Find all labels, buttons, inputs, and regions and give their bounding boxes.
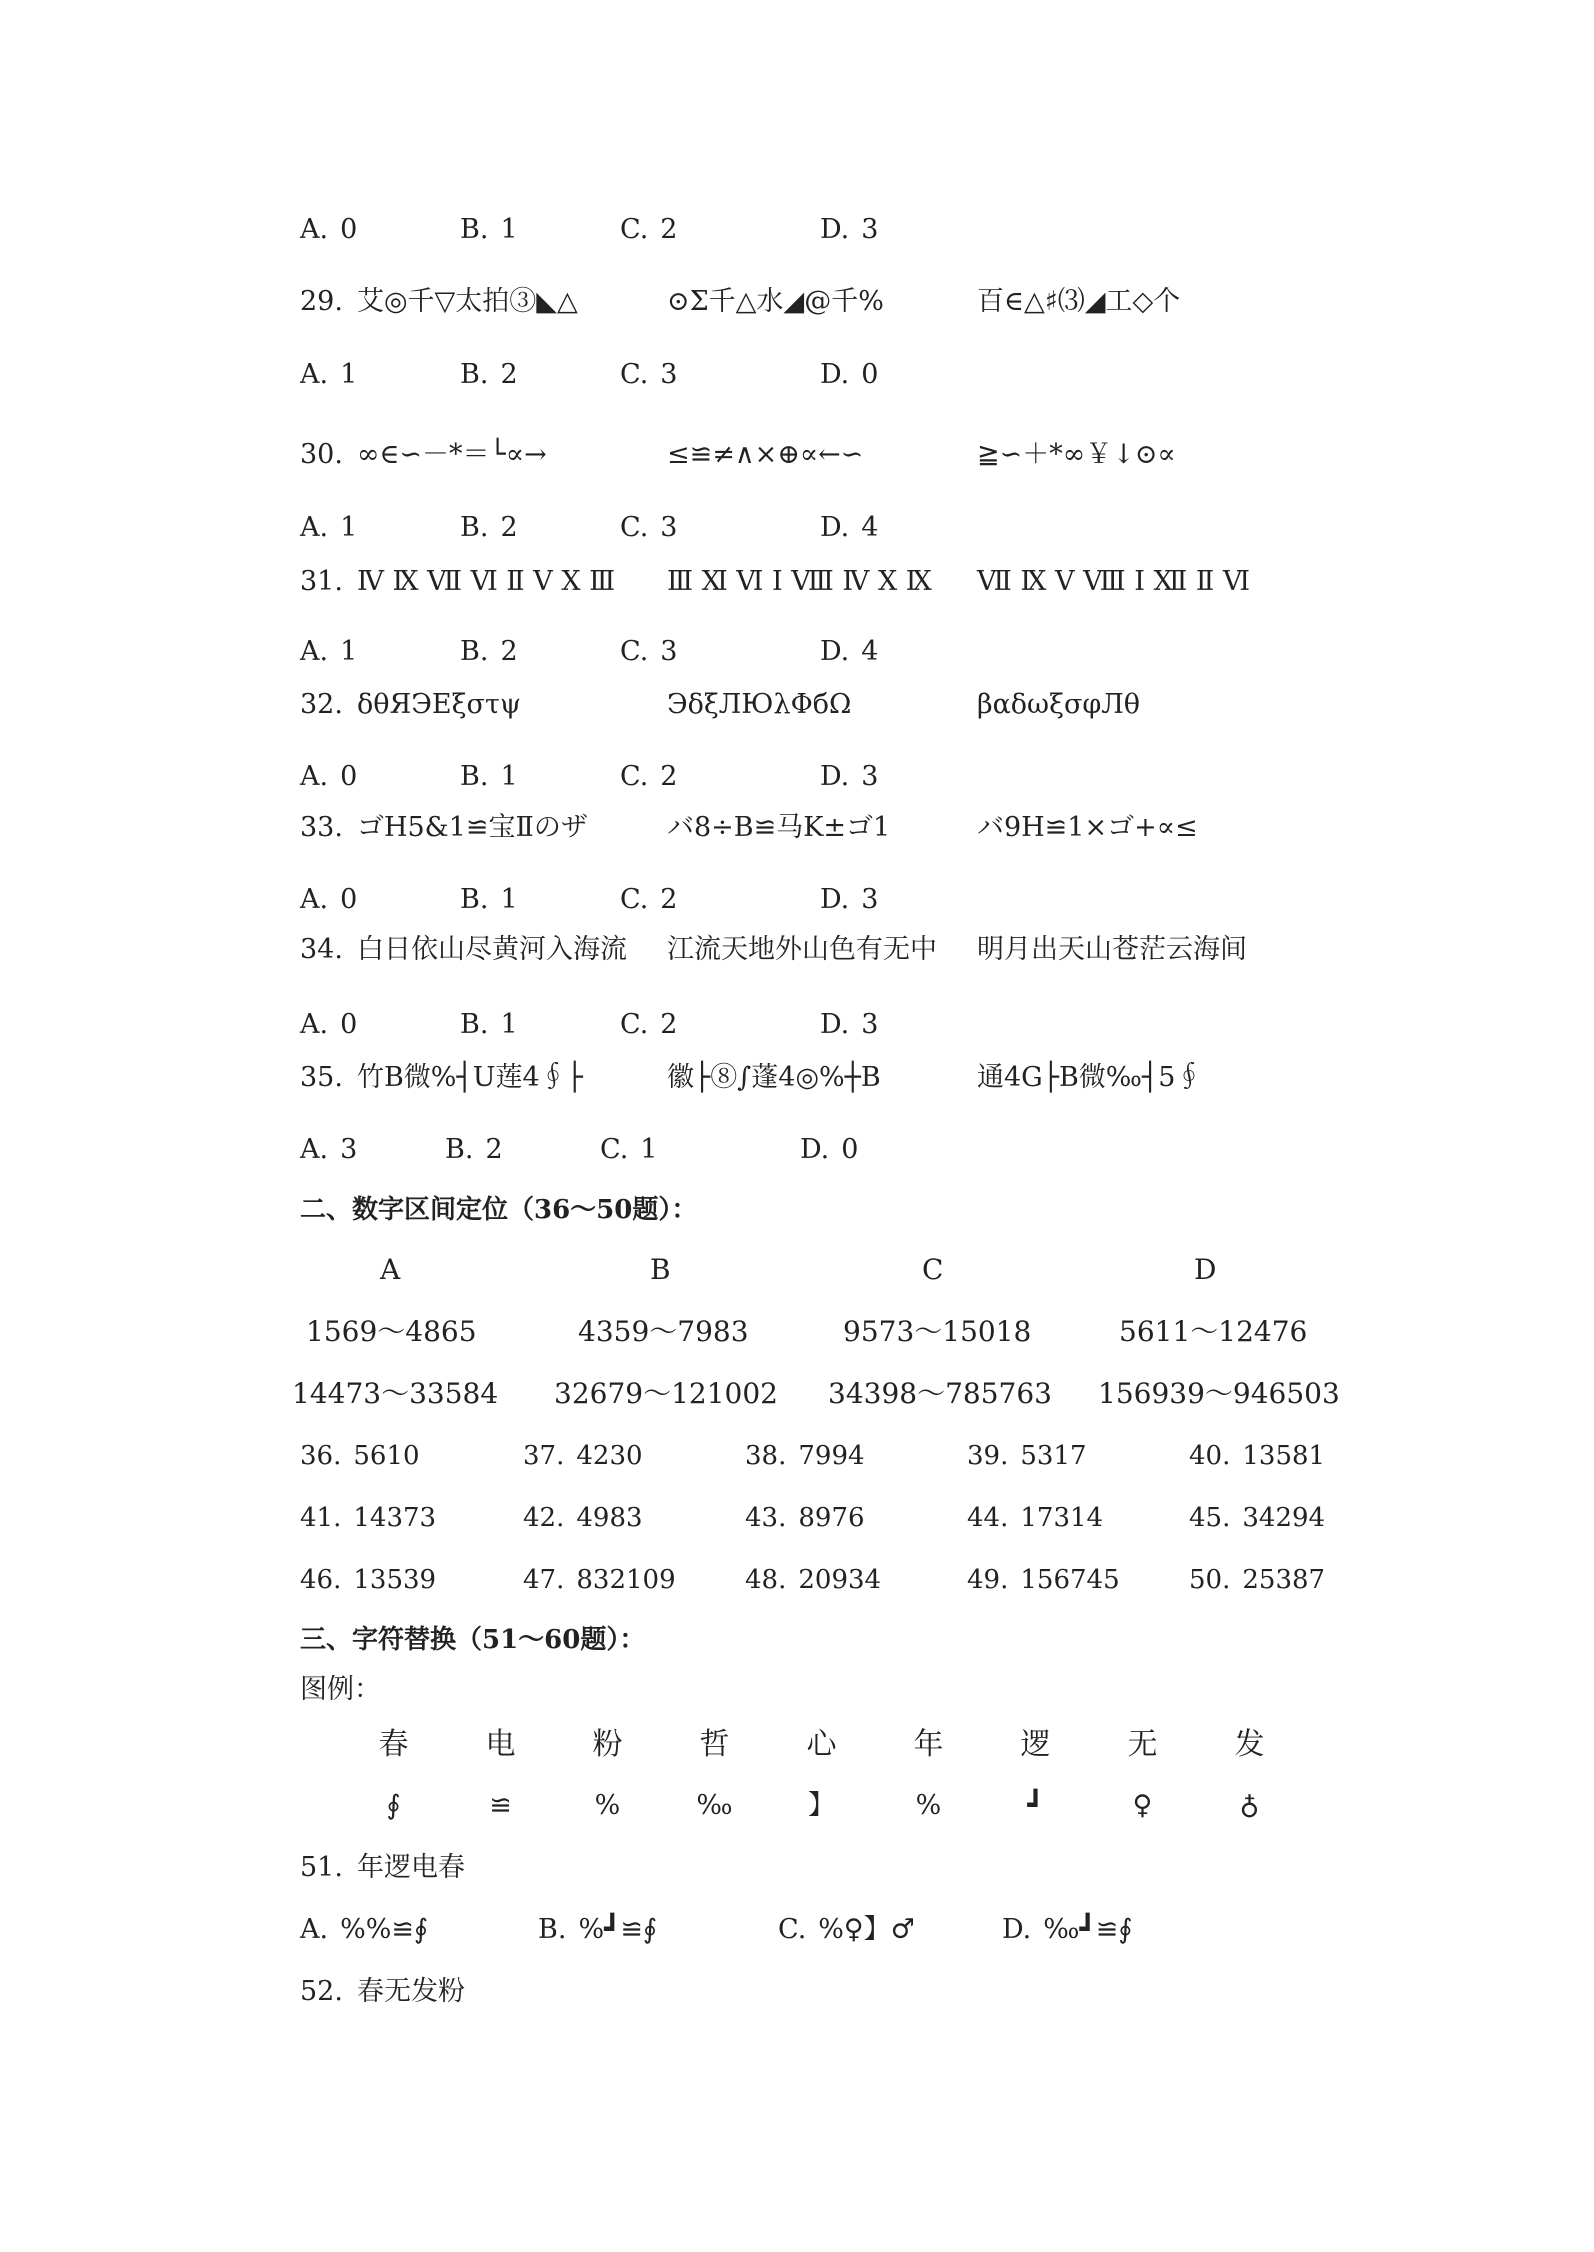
question-51: 51. 年逻电春	[300, 1852, 465, 1883]
option-letter: B.	[460, 636, 489, 667]
option-letter: D.	[820, 1009, 850, 1040]
q28-options	[300, 210, 878, 250]
question-number: 32.	[300, 689, 343, 720]
section2-heading: 二、数字区间定位（36～50题）：	[300, 1195, 698, 1225]
option-letter: C.	[620, 761, 649, 792]
option	[300, 355, 460, 395]
question-options	[300, 355, 878, 395]
sequence-group	[357, 1058, 1297, 1098]
item-number: 45.	[1189, 1503, 1231, 1533]
option: D. ‰┛≌∮	[1002, 1914, 1133, 1945]
item-number: 44.	[967, 1503, 1009, 1533]
question-number: 33.	[300, 812, 343, 843]
question-51-options	[300, 1910, 1132, 1950]
question-number: 34.	[300, 934, 343, 965]
option-letter: A.	[300, 1009, 329, 1040]
number-item-row	[300, 1498, 1325, 1538]
symbol-sequence: ЭδξЛЮλΦбΩ	[666, 689, 852, 720]
option	[620, 880, 820, 920]
option-value: 0	[340, 761, 358, 792]
option-letter: B.	[445, 1134, 474, 1165]
item-value: 5610	[353, 1441, 420, 1471]
number-item	[1189, 1436, 1325, 1476]
sequence-group	[357, 562, 1297, 602]
option	[620, 508, 820, 548]
number-item	[300, 1498, 523, 1538]
option	[460, 880, 620, 920]
item-number: 46.	[300, 1565, 342, 1595]
option-value: 0	[861, 359, 879, 390]
option-value: 3	[660, 359, 678, 390]
legend-symbol: %	[594, 1790, 621, 1821]
option: A. %%≌∮	[300, 1914, 429, 1945]
legend-symbol: ∮	[386, 1790, 401, 1821]
item-value: 14373	[353, 1503, 437, 1533]
option: D. 3	[820, 214, 879, 245]
question-35	[300, 1058, 1297, 1098]
option-value: 2	[500, 359, 518, 390]
option-letter: D.	[820, 512, 850, 543]
symbol-sequence: Ⅳ Ⅸ Ⅶ Ⅵ Ⅱ Ⅴ Ⅹ Ⅲ	[356, 566, 616, 597]
option	[820, 355, 878, 395]
option-value: 0	[841, 1134, 859, 1165]
item-number: 39.	[967, 1441, 1009, 1471]
number-item	[745, 1436, 967, 1476]
option	[620, 355, 820, 395]
item-number: 47.	[523, 1565, 565, 1595]
number-item	[523, 1436, 745, 1476]
symbol-sequence: バ9H≌1×ゴ+∝≤	[976, 812, 1198, 843]
option	[820, 757, 878, 797]
item-value: 13581	[1242, 1441, 1326, 1471]
option-letter: C.	[600, 1134, 629, 1165]
item-value: 4983	[576, 1503, 643, 1533]
item-number: 40.	[1189, 1441, 1231, 1471]
item-value: 156745	[1020, 1565, 1120, 1595]
sequence-group	[357, 435, 1297, 475]
number-item	[745, 1560, 967, 1600]
question-33	[300, 808, 1297, 848]
legend-char: 电	[485, 1727, 516, 1762]
question-52: 52. 春无发粉	[300, 1976, 465, 2007]
item-value: 832109	[576, 1565, 676, 1595]
option	[460, 1005, 620, 1045]
legend-char: 无	[1127, 1727, 1158, 1762]
range: 1569～4865	[306, 1315, 477, 1348]
option	[300, 880, 460, 920]
number-item	[1189, 1498, 1325, 1538]
question-options	[300, 757, 878, 797]
option-letter: B.	[460, 761, 489, 792]
number-item-row	[300, 1560, 1325, 1600]
question-30	[300, 435, 1297, 475]
symbol-sequence: ゴH5&1≌宝Ⅱのザ	[356, 812, 588, 843]
option: A. 0	[300, 214, 358, 245]
symbol-sequence: Ⅶ Ⅸ Ⅴ Ⅷ Ⅰ Ⅻ Ⅱ Ⅵ	[976, 566, 1250, 597]
option-value: 3	[660, 512, 678, 543]
column-b: B	[650, 1253, 671, 1286]
option-letter: D.	[800, 1134, 830, 1165]
item-number: 38.	[745, 1441, 787, 1471]
range: 156939～946503	[1098, 1377, 1340, 1410]
option	[460, 757, 620, 797]
range: 34398～785763	[828, 1377, 1052, 1410]
question-options	[300, 1005, 878, 1045]
legend-symbol: ┛	[1027, 1790, 1044, 1821]
option	[300, 508, 460, 548]
legend-symbol: 】	[808, 1790, 835, 1821]
option-letter: B.	[460, 884, 489, 915]
number-item	[300, 1560, 523, 1600]
option: C. %♀】♂	[778, 1914, 915, 1945]
symbol-sequence: ≤≌≠∧×⊕∝←∽	[666, 439, 864, 470]
number-item	[745, 1498, 967, 1538]
option-value: 1	[500, 884, 518, 915]
sequence-group	[357, 930, 1297, 970]
option	[300, 632, 460, 672]
option-letter: C.	[620, 512, 649, 543]
range-column-headers	[380, 1250, 1216, 1290]
option	[620, 1005, 820, 1045]
option: B. 1	[460, 214, 518, 245]
question-number: 35.	[300, 1062, 343, 1093]
number-item	[967, 1436, 1189, 1476]
range: 9573～15018	[843, 1315, 1032, 1348]
item-number: 41.	[300, 1503, 342, 1533]
item-value: 20934	[798, 1565, 882, 1595]
symbol-sequence: 江流天地外山色有无中	[666, 934, 937, 965]
option	[300, 757, 460, 797]
option	[820, 880, 878, 920]
option-letter: C.	[620, 359, 649, 390]
legend-label: 图例：	[300, 1674, 381, 1705]
number-item	[967, 1498, 1189, 1538]
item-value: 4230	[576, 1441, 643, 1471]
legend-symbol: ♀	[1132, 1790, 1153, 1821]
item-number: 49.	[967, 1565, 1009, 1595]
item-number: 43.	[745, 1503, 787, 1533]
number-item	[523, 1498, 745, 1538]
option-letter: C.	[620, 884, 649, 915]
question-options	[300, 1130, 858, 1170]
option-value: 2	[660, 761, 678, 792]
item-value: 7994	[798, 1441, 865, 1471]
option	[300, 1005, 460, 1045]
column-d: D	[1194, 1253, 1217, 1286]
symbol-sequence: 白日依山尽黄河入海流	[356, 934, 627, 965]
option-value: 2	[500, 636, 518, 667]
option-letter: D.	[820, 636, 850, 667]
item-number: 42.	[523, 1503, 565, 1533]
option-letter: B.	[460, 1009, 489, 1040]
option	[300, 1130, 445, 1170]
column-a: A	[380, 1253, 401, 1286]
option-value: 4	[861, 512, 879, 543]
option-value: 4	[861, 636, 879, 667]
question-29	[300, 282, 1297, 322]
symbol-sequence: ∞∈∽－*＝└∝→	[356, 439, 547, 470]
question-31	[300, 562, 1297, 602]
option-value: 2	[660, 884, 678, 915]
symbol-sequence: βαδωξσφЛθ	[976, 689, 1141, 720]
option: B. %┛≌∮	[538, 1914, 658, 1945]
legend-char: 哲	[699, 1727, 730, 1762]
option	[620, 632, 820, 672]
number-item-row	[300, 1436, 1325, 1476]
sequence-group	[357, 282, 1297, 322]
symbol-sequence: 竹B微%┤U莲4∮├	[356, 1062, 583, 1093]
item-number: 48.	[745, 1565, 787, 1595]
range: 14473～33584	[292, 1377, 499, 1410]
legend-symbols	[340, 1786, 1303, 1826]
legend-char: 年	[913, 1727, 944, 1762]
sequence-group	[357, 685, 1297, 725]
item-number: 36.	[300, 1441, 342, 1471]
section3-heading: 三、字符替换（51～60题）：	[300, 1625, 646, 1655]
option-letter: A.	[300, 884, 329, 915]
option-letter: D.	[820, 884, 850, 915]
option-value: 1	[340, 359, 358, 390]
option-letter: A.	[300, 1134, 329, 1165]
item-value: 8976	[798, 1503, 865, 1533]
legend-char: 心	[806, 1727, 837, 1762]
option	[460, 508, 620, 548]
option-value: 3	[861, 761, 879, 792]
item-number: 37.	[523, 1441, 565, 1471]
option	[445, 1130, 600, 1170]
option	[460, 632, 620, 672]
question-32	[300, 685, 1297, 725]
range: 5611～12476	[1119, 1315, 1308, 1348]
symbol-sequence: 明月出天山苍茫云海间	[976, 934, 1247, 965]
range-row-1	[306, 1312, 1307, 1352]
legend-char: 春	[378, 1727, 409, 1762]
number-item	[1189, 1560, 1325, 1600]
option	[620, 757, 820, 797]
option-value: 1	[640, 1134, 658, 1165]
option-value: 2	[660, 1009, 678, 1040]
number-item	[967, 1560, 1189, 1600]
legend-characters	[340, 1725, 1303, 1765]
symbol-sequence: 艾◎千▽太拍③◣△	[356, 286, 578, 317]
legend-char: 发	[1234, 1727, 1265, 1762]
number-item	[523, 1560, 745, 1600]
range-row-2	[292, 1374, 1340, 1414]
legend-symbol: %	[915, 1790, 942, 1821]
option-letter: B.	[460, 359, 489, 390]
option-value: 3	[861, 884, 879, 915]
item-value: 25387	[1242, 1565, 1326, 1595]
item-value: 17314	[1020, 1503, 1104, 1533]
question-34	[300, 930, 1297, 970]
option-value: 1	[340, 636, 358, 667]
symbol-sequence: 百∈△♯⑶◢工◇个	[976, 286, 1181, 317]
number-item	[300, 1436, 523, 1476]
option-letter: C.	[620, 1009, 649, 1040]
sequence-group	[357, 808, 1297, 848]
option-value: 3	[861, 1009, 879, 1040]
symbol-sequence: 徽├⑧∫蓬4◎%┼B	[666, 1062, 881, 1093]
item-value: 13539	[353, 1565, 437, 1595]
question-options	[300, 632, 878, 672]
item-value: 34294	[1242, 1503, 1326, 1533]
symbol-sequence: ⊙Σ千△水◢@千%	[666, 286, 884, 317]
option-value: 3	[340, 1134, 358, 1165]
range: 32679～121002	[554, 1377, 778, 1410]
option	[820, 508, 878, 548]
legend-char: 逻	[1020, 1727, 1051, 1762]
legend-symbol: ≌	[489, 1790, 512, 1821]
question-options	[300, 880, 878, 920]
option: C. 2	[620, 214, 678, 245]
option-letter: C.	[620, 636, 649, 667]
question-number: 29.	[300, 286, 343, 317]
option-letter: A.	[300, 761, 329, 792]
option-value: 1	[500, 1009, 518, 1040]
symbol-sequence: ≧∽＋*∞￥↓⊙∝	[976, 439, 1176, 470]
option-letter: A.	[300, 512, 329, 543]
option	[820, 1005, 878, 1045]
option-value: 1	[500, 761, 518, 792]
option	[460, 355, 620, 395]
option-value: 0	[340, 1009, 358, 1040]
symbol-sequence: δθЯЭΕξστψ	[356, 689, 522, 720]
option-letter: B.	[460, 512, 489, 543]
option	[800, 1130, 858, 1170]
column-c: C	[922, 1253, 944, 1286]
question-number: 31.	[300, 566, 343, 597]
symbol-sequence: バ8÷B≌马K±ゴ1	[666, 812, 891, 843]
option-value: 3	[660, 636, 678, 667]
option-value: 0	[340, 884, 358, 915]
legend-char: 粉	[592, 1727, 623, 1762]
option-value: 2	[500, 512, 518, 543]
range: 4359～7983	[578, 1315, 749, 1348]
option-letter: A.	[300, 636, 329, 667]
symbol-sequence: Ⅲ Ⅺ Ⅵ Ⅰ Ⅷ Ⅳ Ⅹ Ⅸ	[666, 566, 932, 597]
legend-symbol: ‰	[696, 1790, 733, 1821]
option	[600, 1130, 800, 1170]
item-number: 50.	[1189, 1565, 1231, 1595]
question-options	[300, 508, 878, 548]
item-value: 5317	[1020, 1441, 1087, 1471]
question-number: 30.	[300, 439, 343, 470]
option-letter: D.	[820, 761, 850, 792]
legend-symbol: ♁	[1239, 1790, 1260, 1821]
option-letter: D.	[820, 359, 850, 390]
option	[820, 632, 878, 672]
option-letter: A.	[300, 359, 329, 390]
option-value: 1	[340, 512, 358, 543]
option-value: 2	[485, 1134, 503, 1165]
symbol-sequence: 通4G├B微‰┤5∮	[976, 1062, 1203, 1093]
